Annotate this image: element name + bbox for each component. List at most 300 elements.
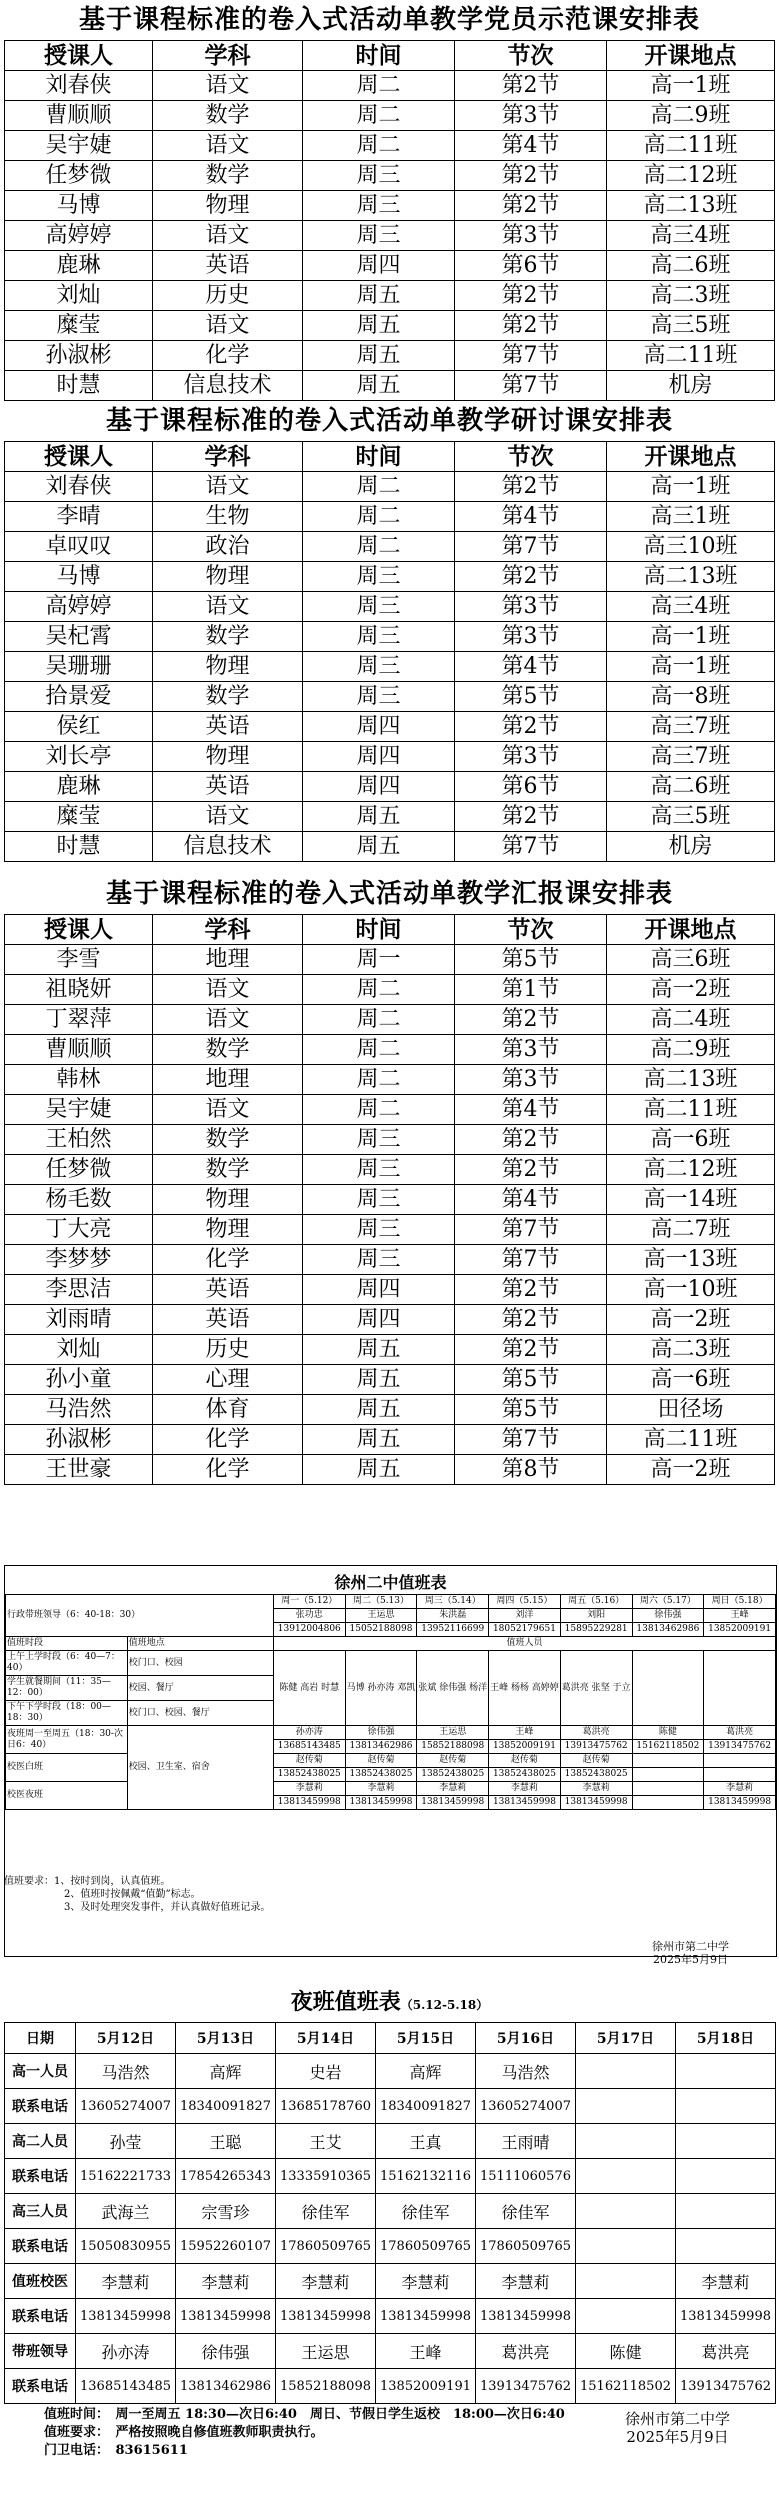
name-cell: 陈健 xyxy=(576,2334,676,2369)
table-cell: 吴宇婕 xyxy=(5,131,153,161)
table-cell: 吴珊珊 xyxy=(5,652,153,682)
name-cell: 王峰 xyxy=(376,2334,476,2369)
table-cell: 第2节 xyxy=(455,191,607,221)
doctor-night-name xyxy=(632,1782,704,1796)
table-cell: 高三6班 xyxy=(607,945,775,975)
leader-phone: 18052179651 xyxy=(489,1623,561,1637)
table-cell: 第5节 xyxy=(455,1395,607,1425)
column-header: 节次 xyxy=(455,442,607,472)
night-sign-date: 2025年5月9日 xyxy=(626,2428,729,2446)
table-cell: 高二11班 xyxy=(607,1425,775,1455)
table-cell: 第6节 xyxy=(455,251,607,281)
table-cell: 高一2班 xyxy=(607,1305,775,1335)
table-cell: 周三 xyxy=(303,1125,455,1155)
phone-cell: 13335910365 xyxy=(276,2159,376,2194)
table-cell: 地理 xyxy=(153,1065,303,1095)
doctor-name: 赵传菊 xyxy=(560,1754,632,1768)
date-header: 日期 xyxy=(5,2023,76,2054)
night-row xyxy=(5,2334,776,2369)
night-name: 王运思 xyxy=(417,1726,489,1740)
doctor-name: 赵传菊 xyxy=(489,1754,561,1768)
table-cell: 高一13班 xyxy=(607,1245,775,1275)
table-cell: 物理 xyxy=(153,191,303,221)
day-header: 周五（5.16） xyxy=(560,1595,632,1609)
table-cell: 杨毛数 xyxy=(5,1185,153,1215)
table-cell: 第7节 xyxy=(455,1425,607,1455)
row-label: 高一人员 xyxy=(5,2054,76,2089)
table-cell: 周四 xyxy=(303,742,455,772)
table-row xyxy=(5,221,775,251)
research-table xyxy=(4,441,775,862)
table-cell: 第3节 xyxy=(455,221,607,251)
table-cell: 王柏然 xyxy=(5,1125,153,1155)
table-cell: 第3节 xyxy=(455,1065,607,1095)
doctor-night-phone: 13813459998 xyxy=(273,1796,345,1810)
name-cell: 武海兰 xyxy=(76,2194,176,2229)
table-cell: 第2节 xyxy=(455,562,607,592)
table-cell: 第2节 xyxy=(455,712,607,742)
phone-cell: 13813459998 xyxy=(376,2299,476,2334)
leader-name: 王运思 xyxy=(345,1609,417,1623)
name-cell xyxy=(676,2194,776,2229)
table-row xyxy=(5,71,775,101)
table-cell: 高二6班 xyxy=(607,251,775,281)
table-cell: 英语 xyxy=(153,1305,303,1335)
table-row xyxy=(5,1335,775,1365)
table-cell: 周三 xyxy=(303,161,455,191)
table-cell: 第4节 xyxy=(455,502,607,532)
table-cell: 化学 xyxy=(153,1245,303,1275)
phone-cell: 18340091827 xyxy=(376,2089,476,2124)
table-cell: 语文 xyxy=(153,311,303,341)
night-name: 王峰 xyxy=(489,1726,561,1740)
date-cell: 5月15日 xyxy=(376,2023,476,2054)
night-name: 孙亦涛 xyxy=(273,1726,345,1740)
night-sign-org: 徐州市第二中学 xyxy=(624,2410,730,2428)
phone-cell xyxy=(576,2089,676,2124)
table-cell: 高二7班 xyxy=(607,1215,775,1245)
date-cell: 5月17日 xyxy=(576,2023,676,2054)
table-cell: 第4节 xyxy=(455,1095,607,1125)
table-cell: 周五 xyxy=(303,1395,455,1425)
place-header: 值班地点 xyxy=(127,1637,273,1651)
table-cell: 周三 xyxy=(303,1155,455,1185)
date-cell: 5月12日 xyxy=(76,2023,176,2054)
place: 校门口、校园、餐厅 xyxy=(127,1701,273,1726)
table-cell: 周五 xyxy=(303,1455,455,1485)
table-cell: 第2节 xyxy=(455,1155,607,1185)
table-row xyxy=(5,592,775,622)
doctor-night-name: 李慧莉 xyxy=(560,1782,632,1796)
table-cell: 曹顺顺 xyxy=(5,1035,153,1065)
table-cell: 语文 xyxy=(153,71,303,101)
column-header: 时间 xyxy=(303,442,455,472)
table-cell: 李雪 xyxy=(5,945,153,975)
doctor-night-phone: 13813459998 xyxy=(489,1796,561,1810)
table-row xyxy=(5,652,775,682)
name-cell xyxy=(576,2264,676,2299)
table-cell: 高二9班 xyxy=(607,1035,775,1065)
table-cell: 周五 xyxy=(303,1425,455,1455)
table-cell: 周五 xyxy=(303,371,455,401)
duty-table xyxy=(5,1594,776,1810)
phone-cell: 13813459998 xyxy=(176,2299,276,2334)
table-row xyxy=(5,772,775,802)
table-cell: 第7节 xyxy=(455,532,607,562)
time-header: 值班时段 xyxy=(6,1637,128,1651)
name-cell: 王真 xyxy=(376,2124,476,2159)
table-cell: 第2节 xyxy=(455,1125,607,1155)
name-cell: 徐佳军 xyxy=(276,2194,376,2229)
row-label: 联系电话 xyxy=(5,2089,76,2124)
table-cell: 语文 xyxy=(153,221,303,251)
table-cell: 第2节 xyxy=(455,1305,607,1335)
phone-cell xyxy=(676,2229,776,2264)
staff-header: 值班人员 xyxy=(273,1637,775,1651)
day-header: 周日（5.18） xyxy=(704,1595,776,1609)
name-cell: 李慧莉 xyxy=(376,2264,476,2299)
name-cell: 王聪 xyxy=(176,2124,276,2159)
phone-cell: 13852009191 xyxy=(376,2369,476,2404)
staff-cell: 张斌 徐伟强 杨洋 xyxy=(417,1651,489,1726)
name-cell: 高辉 xyxy=(176,2054,276,2089)
table-cell: 英语 xyxy=(153,1275,303,1305)
table-cell: 周四 xyxy=(303,251,455,281)
phone-cell: 15952260107 xyxy=(176,2229,276,2264)
table-cell: 刘春侠 xyxy=(5,71,153,101)
night-phone: 13913475762 xyxy=(560,1740,632,1754)
table-cell: 语文 xyxy=(153,592,303,622)
table-cell: 生物 xyxy=(153,502,303,532)
leader-name: 朱洪磊 xyxy=(417,1609,489,1623)
doctor-label: 校医白班 xyxy=(6,1754,128,1782)
day-header: 周四（5.15） xyxy=(489,1595,561,1609)
table-cell: 糜莹 xyxy=(5,311,153,341)
leader-name: 张功忠 xyxy=(273,1609,345,1623)
table-row xyxy=(5,1365,775,1395)
phone-cell: 17860509765 xyxy=(476,2229,576,2264)
name-cell: 马浩然 xyxy=(476,2054,576,2089)
admin-label: 行政带班领导（6：40-18：30） xyxy=(6,1595,274,1637)
table-cell: 高一2班 xyxy=(607,975,775,1005)
leader-name: 王峰 xyxy=(704,1609,776,1623)
table-row xyxy=(5,1245,775,1275)
date-cell: 5月13日 xyxy=(176,2023,276,2054)
table-cell: 祖晓妍 xyxy=(5,975,153,1005)
column-header: 授课人 xyxy=(5,915,153,945)
leader-phone: 13852009191 xyxy=(704,1623,776,1637)
table-cell: 语文 xyxy=(153,1005,303,1035)
night-table xyxy=(4,2022,776,2404)
name-cell xyxy=(576,2054,676,2089)
doctor-night-phone: 13813459998 xyxy=(704,1796,776,1810)
table-cell: 周五 xyxy=(303,1365,455,1395)
table-cell: 高婷婷 xyxy=(5,221,153,251)
table-cell: 高婷婷 xyxy=(5,592,153,622)
column-header: 开课地点 xyxy=(607,41,775,71)
night-phone: 13685143485 xyxy=(273,1740,345,1754)
night-row xyxy=(5,2159,776,2194)
table-cell: 高一6班 xyxy=(607,1125,775,1155)
phone-cell: 13813459998 xyxy=(76,2299,176,2334)
night-row xyxy=(5,2054,776,2089)
table-cell: 高二3班 xyxy=(607,281,775,311)
phone-cell xyxy=(676,2089,776,2124)
table-cell: 第2节 xyxy=(455,1335,607,1365)
table-cell: 语文 xyxy=(153,131,303,161)
night-name: 徐伟强 xyxy=(345,1726,417,1740)
table-cell: 拾景爱 xyxy=(5,682,153,712)
column-header: 开课地点 xyxy=(607,442,775,472)
table-cell: 周五 xyxy=(303,281,455,311)
row-label: 高二人员 xyxy=(5,2124,76,2159)
table-row xyxy=(5,161,775,191)
table-cell: 高三7班 xyxy=(607,712,775,742)
doctor-phone: 13852438025 xyxy=(273,1768,345,1782)
table-cell: 高三5班 xyxy=(607,802,775,832)
day-header: 周一（5.12） xyxy=(273,1595,345,1609)
name-cell: 王雨晴 xyxy=(476,2124,576,2159)
column-header: 学科 xyxy=(153,915,303,945)
duty-note: 2、值班时按佩戴“值勤”标志。 xyxy=(64,1889,201,1900)
leader-name: 徐伟强 xyxy=(632,1609,704,1623)
name-cell: 葛洪亮 xyxy=(476,2334,576,2369)
table-cell: 周三 xyxy=(303,1215,455,1245)
night-name: 葛洪亮 xyxy=(704,1726,776,1740)
name-cell: 孙莹 xyxy=(76,2124,176,2159)
research-title: 基于课程标准的卷入式活动单教学研讨课安排表 xyxy=(105,406,673,436)
night-note: 值班时间： 周一至周五 18:30—次日6:40 周日、节假日学生返校 18:00—次日6:40 xyxy=(44,2407,565,2422)
report-title: 基于课程标准的卷入式活动单教学汇报课安排表 xyxy=(105,879,673,909)
table-cell: 周三 xyxy=(303,682,455,712)
table-cell: 化学 xyxy=(153,1455,303,1485)
table-cell: 田径场 xyxy=(607,1395,775,1425)
table-cell: 第8节 xyxy=(455,1455,607,1485)
table-row xyxy=(5,1155,775,1185)
table-cell: 高二13班 xyxy=(607,562,775,592)
table-cell: 刘长亭 xyxy=(5,742,153,772)
report-table xyxy=(4,914,775,1485)
table-cell: 韩林 xyxy=(5,1065,153,1095)
table-cell: 第7节 xyxy=(455,371,607,401)
table-cell: 周五 xyxy=(303,311,455,341)
night-phone: 13852009191 xyxy=(489,1740,561,1754)
table-cell: 周三 xyxy=(303,1185,455,1215)
table-cell: 周五 xyxy=(303,802,455,832)
doctor-night-label: 校医夜班 xyxy=(6,1782,128,1810)
table-cell: 周四 xyxy=(303,712,455,742)
night-row xyxy=(5,2229,776,2264)
table-cell: 语文 xyxy=(153,802,303,832)
phone-cell: 13813462986 xyxy=(176,2369,276,2404)
table-cell: 第7节 xyxy=(455,1245,607,1275)
phone-cell: 17860509765 xyxy=(276,2229,376,2264)
table-cell: 周四 xyxy=(303,1305,455,1335)
night-name: 葛洪亮 xyxy=(560,1726,632,1740)
table-cell: 李思洁 xyxy=(5,1275,153,1305)
staff-cell: 葛洪亮 张坚 于立 xyxy=(560,1651,632,1726)
table-cell: 高二6班 xyxy=(607,772,775,802)
table-cell: 周二 xyxy=(303,71,455,101)
doctor-night-phone xyxy=(632,1796,704,1810)
phone-cell xyxy=(676,2159,776,2194)
table-cell: 刘春侠 xyxy=(5,472,153,502)
phone-cell: 13813459998 xyxy=(476,2299,576,2334)
column-header: 授课人 xyxy=(5,41,153,71)
table-cell: 数学 xyxy=(153,682,303,712)
name-cell: 马浩然 xyxy=(76,2054,176,2089)
row-label: 值班校医 xyxy=(5,2264,76,2299)
doctor-phone: 13852438025 xyxy=(345,1768,417,1782)
table-cell: 英语 xyxy=(153,251,303,281)
table-cell: 周三 xyxy=(303,191,455,221)
table-cell: 第2节 xyxy=(455,281,607,311)
table-cell: 周二 xyxy=(303,1005,455,1035)
table-row xyxy=(5,1065,775,1095)
night-row xyxy=(5,2264,776,2299)
table-cell: 高一1班 xyxy=(607,472,775,502)
phone-cell: 15162132116 xyxy=(376,2159,476,2194)
table-cell: 周二 xyxy=(303,975,455,1005)
name-cell: 徐伟强 xyxy=(176,2334,276,2369)
table-cell: 鹿琳 xyxy=(5,772,153,802)
table-cell: 第3节 xyxy=(455,101,607,131)
table-cell: 数学 xyxy=(153,622,303,652)
table-cell: 物理 xyxy=(153,1185,303,1215)
table-cell: 高二4班 xyxy=(607,1005,775,1035)
leader-phone: 13813462986 xyxy=(632,1623,704,1637)
table-cell: 马博 xyxy=(5,562,153,592)
doctor-phone: 13852438025 xyxy=(560,1768,632,1782)
table-cell: 高二9班 xyxy=(607,101,775,131)
name-cell: 李慧莉 xyxy=(676,2264,776,2299)
name-cell: 葛洪亮 xyxy=(676,2334,776,2369)
table-row xyxy=(5,502,775,532)
phone-cell: 13913475762 xyxy=(476,2369,576,2404)
table-cell: 周二 xyxy=(303,532,455,562)
phone-cell: 15852188098 xyxy=(276,2369,376,2404)
column-header: 时间 xyxy=(303,915,455,945)
table-cell: 高三4班 xyxy=(607,592,775,622)
table-cell: 第5节 xyxy=(455,1365,607,1395)
table-cell: 第2节 xyxy=(455,1005,607,1035)
staff-cell: 王峰 杨杨 高婷婷 xyxy=(489,1651,561,1726)
phone-cell: 13605274007 xyxy=(76,2089,176,2124)
table-cell: 物理 xyxy=(153,742,303,772)
table-cell: 丁翠萍 xyxy=(5,1005,153,1035)
table-cell: 高二11班 xyxy=(607,1095,775,1125)
doctor-night-phone: 13813459998 xyxy=(560,1796,632,1810)
name-cell: 徐佳军 xyxy=(476,2194,576,2229)
doctor-night-name: 李慧莉 xyxy=(489,1782,561,1796)
doctor-name: 赵传菊 xyxy=(417,1754,489,1768)
table-cell: 高一10班 xyxy=(607,1275,775,1305)
table-cell: 物理 xyxy=(153,1215,303,1245)
duty-title: 徐州二中值班表 xyxy=(334,1573,447,1592)
row-label: 联系电话 xyxy=(5,2369,76,2404)
day-header: 周三（5.14） xyxy=(417,1595,489,1609)
table-row xyxy=(5,802,775,832)
table-cell: 信息技术 xyxy=(153,832,303,862)
table-cell: 周三 xyxy=(303,592,455,622)
table-cell: 周一 xyxy=(303,945,455,975)
table-row xyxy=(5,1275,775,1305)
table-cell: 高三7班 xyxy=(607,742,775,772)
table-cell: 机房 xyxy=(607,371,775,401)
table-cell: 高一8班 xyxy=(607,682,775,712)
column-header: 节次 xyxy=(455,41,607,71)
table-cell: 高二3班 xyxy=(607,1335,775,1365)
night-phone: 13813462986 xyxy=(345,1740,417,1754)
night-duty-section xyxy=(4,1985,775,2460)
table-cell: 化学 xyxy=(153,341,303,371)
doctor-night-name: 李慧莉 xyxy=(345,1782,417,1796)
table-cell: 周二 xyxy=(303,1065,455,1095)
leader-name: 刘洋 xyxy=(489,1609,561,1623)
column-header: 时间 xyxy=(303,41,455,71)
table-cell: 高三1班 xyxy=(607,502,775,532)
night-signature xyxy=(625,2410,730,2446)
table-cell: 第2节 xyxy=(455,1275,607,1305)
table-cell: 周三 xyxy=(303,652,455,682)
doctor-phone: 13852438025 xyxy=(489,1768,561,1782)
name-cell: 孙亦涛 xyxy=(76,2334,176,2369)
table-cell: 周二 xyxy=(303,101,455,131)
name-cell: 史岩 xyxy=(276,2054,376,2089)
table-row xyxy=(5,682,775,712)
duty-note: 1、按时到岗，认真值班。 xyxy=(54,1876,171,1887)
night-note: 值班要求： 严格按照晚自修值班教师职责执行。 xyxy=(44,2425,324,2440)
table-row xyxy=(5,101,775,131)
phone-cell: 15162221733 xyxy=(76,2159,176,2194)
night-phone: 15852188098 xyxy=(417,1740,489,1754)
table-cell: 孙小童 xyxy=(5,1365,153,1395)
table-cell: 高一2班 xyxy=(607,1455,775,1485)
table-cell: 任梦微 xyxy=(5,161,153,191)
table-cell: 高二12班 xyxy=(607,1155,775,1185)
table-cell: 糜莹 xyxy=(5,802,153,832)
duty-notes xyxy=(4,1875,774,1914)
column-header: 节次 xyxy=(455,915,607,945)
night-place: 校园、卫生室、宿舍 xyxy=(127,1726,273,1810)
table-row xyxy=(5,1185,775,1215)
table-cell: 周三 xyxy=(303,1245,455,1275)
doctor-night-name: 李慧莉 xyxy=(273,1782,345,1796)
table-row xyxy=(5,1425,775,1455)
date-cell: 5月16日 xyxy=(476,2023,576,2054)
table-cell: 王世豪 xyxy=(5,1455,153,1485)
name-cell: 李慧莉 xyxy=(76,2264,176,2299)
name-cell xyxy=(576,2124,676,2159)
table-row xyxy=(5,1095,775,1125)
duty-sign-org: 徐州市第二中学 xyxy=(652,1940,729,1953)
table-cell: 第3节 xyxy=(455,622,607,652)
table-cell: 第3节 xyxy=(455,592,607,622)
table-cell: 周三 xyxy=(303,221,455,251)
table-cell: 刘灿 xyxy=(5,281,153,311)
table-row xyxy=(5,1455,775,1485)
table-cell: 高二12班 xyxy=(607,161,775,191)
table-row xyxy=(5,832,775,862)
phone-cell: 13685178760 xyxy=(276,2089,376,2124)
table-row xyxy=(5,562,775,592)
table-cell: 第7节 xyxy=(455,832,607,862)
table-cell: 第2节 xyxy=(455,311,607,341)
table-cell: 语文 xyxy=(153,1095,303,1125)
table-row xyxy=(5,532,775,562)
row-label: 联系电话 xyxy=(5,2229,76,2264)
table-cell: 周四 xyxy=(303,772,455,802)
